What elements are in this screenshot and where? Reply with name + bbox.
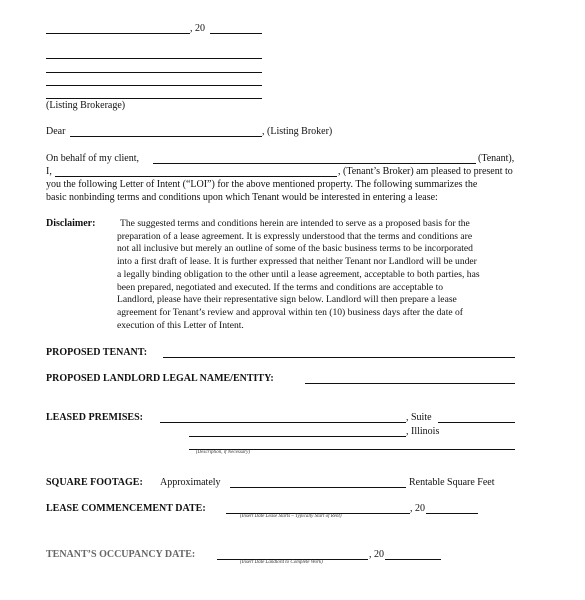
occupancy-year-label: , 20 <box>369 549 384 560</box>
intro-line-3: you the following Letter of Intent (“LOI”) for the above mentioned property. The following summarizes the <box>46 179 478 190</box>
proposed-landlord-blank-line[interactable] <box>305 383 515 384</box>
intro-line-4: basic nonbinding terms and conditions upon which Tenant would be interested in entering a lease: <box>46 192 438 203</box>
address-line-3[interactable] <box>46 85 262 86</box>
approximately-label: Approximately <box>160 477 221 488</box>
disclaimer-line: been prepared, negotiated and executed. If the terms and conditions are acceptable to <box>117 281 444 293</box>
listing-broker-label: , (Listing Broker) <box>262 126 333 137</box>
occupancy-note: (Insert Date Landlord to Complete Work) <box>240 560 323 565</box>
illinois-label: , Illinois <box>406 426 440 437</box>
listing-brokerage-label: (Listing Brokerage) <box>46 100 126 111</box>
dear-label: Dear <box>46 126 66 137</box>
description-note: (Description, if Necessary) <box>196 450 251 455</box>
commencement-note: (Insert Date Lease Starts – Typically Start of Rent) <box>240 514 342 519</box>
rentable-square-feet-label: Rentable Square Feet <box>409 477 495 488</box>
address-line-1[interactable] <box>46 58 262 59</box>
premises-address-blank-line[interactable] <box>160 422 406 423</box>
disclaimer-line: The suggested terms and conditions herein are intended to serve as a proposed basis for the <box>120 218 470 229</box>
intro-line-1-suffix: (Tenant), <box>478 153 515 164</box>
tenant-occupancy-label: TENANT’S OCCUPANCY DATE: <box>46 549 196 560</box>
disclaimer-line: execution of this Letter of Intent. <box>117 319 244 331</box>
year-blank-line[interactable] <box>210 33 262 34</box>
disclaimer-line: a legally binding obligation to the other until a lease agreement, acceptable to both parties, has <box>117 268 480 280</box>
leased-premises-label: LEASED PREMISES: <box>46 412 143 423</box>
proposed-landlord-label: PROPOSED LANDLORD LEGAL NAME/ENTITY: <box>46 373 274 384</box>
suite-blank-line[interactable] <box>438 422 515 423</box>
address-line-2[interactable] <box>46 72 262 73</box>
proposed-tenant-blank-line[interactable] <box>163 357 515 358</box>
commencement-year-blank-line[interactable] <box>426 513 478 514</box>
disclaimer-body <box>117 218 540 332</box>
address-line-4[interactable] <box>46 98 262 99</box>
disclaimer-line: agreement for Tenant’s review and approval within ten (10) business days after the date of <box>117 306 464 318</box>
client-name-blank-line[interactable] <box>153 163 476 164</box>
square-footage-label: SQUARE FOOTAGE: <box>46 477 143 488</box>
city-blank-line[interactable] <box>189 436 406 437</box>
suite-label: , Suite <box>406 412 432 423</box>
lease-commencement-label: LEASE COMMENCEMENT DATE: <box>46 503 206 514</box>
listing-broker-blank-line[interactable] <box>70 136 262 137</box>
date-comma-year: , 20 <box>190 23 205 34</box>
square-footage-blank-line[interactable] <box>230 487 406 488</box>
commencement-year-label: , 20 <box>410 503 425 514</box>
tenant-broker-blank-line[interactable] <box>55 176 337 177</box>
disclaimer-line: into a first draft of lease. It is further expressed that neither Tenant nor Landlord will be under <box>117 256 477 268</box>
date-blank-line[interactable] <box>46 33 190 34</box>
disclaimer-line: preparation of a lease agreement. It is expressly understood that the terms and conditions are <box>117 230 473 242</box>
intro-line-1-prefix: On behalf of my client, <box>46 153 140 164</box>
occupancy-year-blank-line[interactable] <box>385 559 441 560</box>
disclaimer-line: not all inclusive but merely an outline of some of the basic business terms to be incorporated <box>117 243 473 255</box>
disclaimer-line: Landlord, please have their representative sign below. Landlord will then prepare a lease <box>117 294 457 306</box>
intro-line-2-prefix: I, <box>46 166 52 177</box>
proposed-tenant-label: PROPOSED TENANT: <box>46 347 148 358</box>
intro-line-2-suffix: , (Tenant’s Broker) am pleased to present to <box>338 166 513 177</box>
disclaimer-label: Disclaimer: <box>46 218 96 229</box>
